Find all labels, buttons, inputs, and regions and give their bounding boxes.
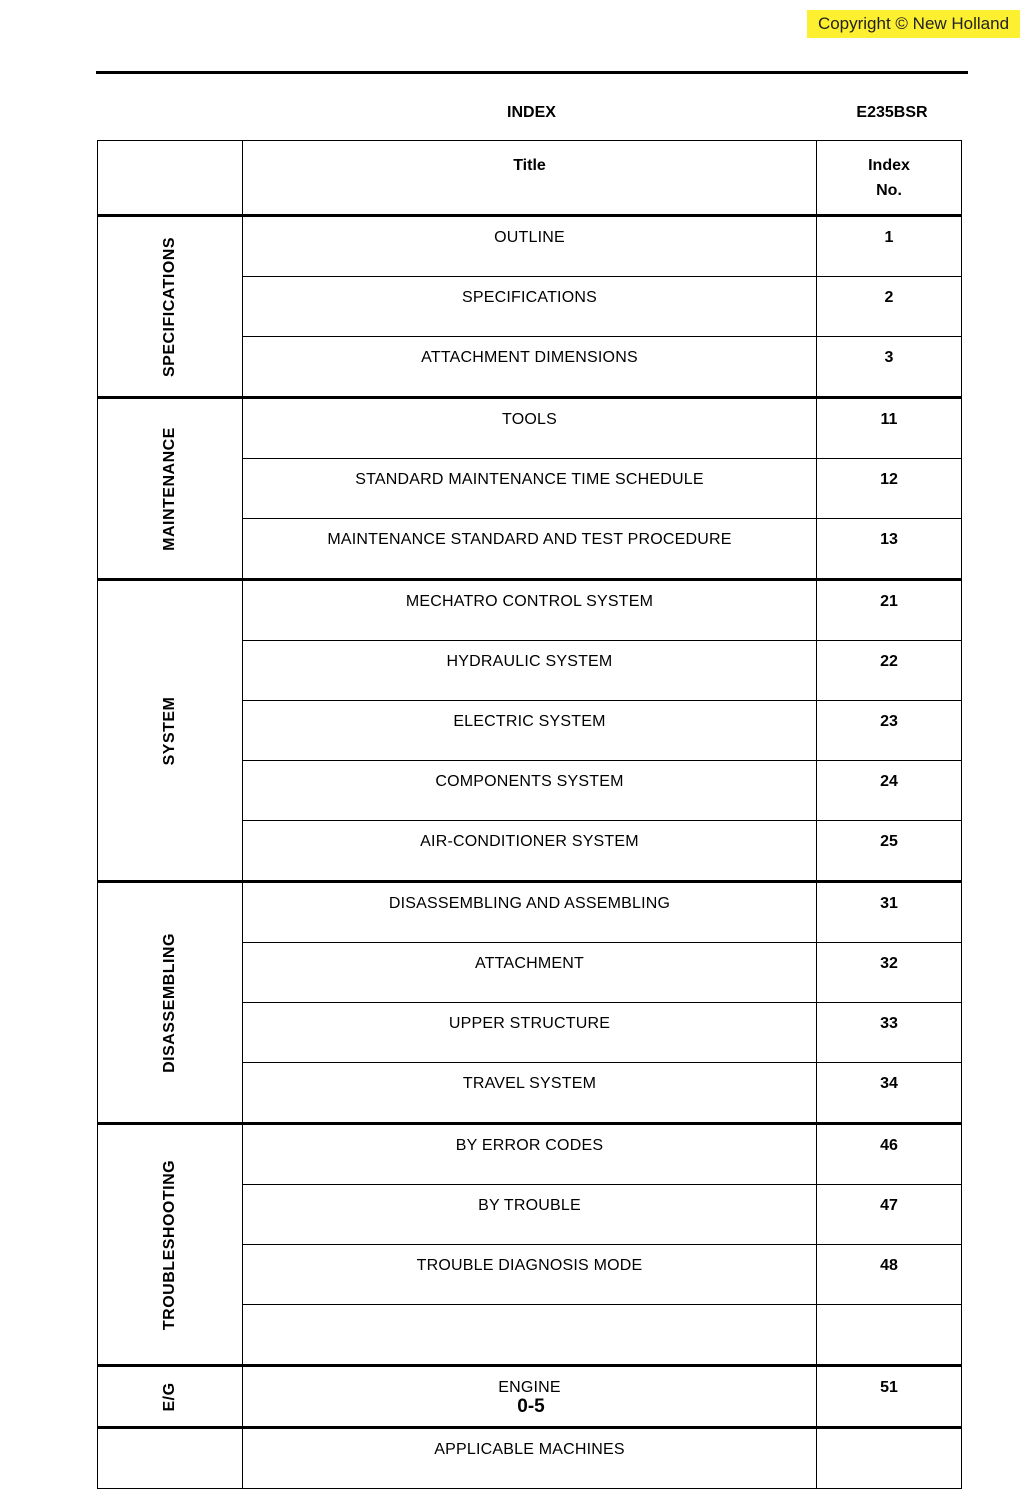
row-index-number: 25 [817, 821, 962, 882]
page-number: 0-5 [517, 1396, 545, 1417]
row-index-number: 13 [817, 519, 962, 580]
row-title: DISASSEMBLING AND ASSEMBLING [243, 882, 817, 943]
row-title: ATTACHMENT [243, 943, 817, 1003]
section-cell [98, 398, 243, 580]
row-index-number: 3 [817, 337, 962, 398]
section-cell [98, 216, 243, 398]
row-title: OUTLINE [243, 216, 817, 277]
section-label: SPECIFICATIONS [161, 236, 178, 377]
section-label: DISASSEMBLING [161, 932, 178, 1073]
table-row [98, 1124, 962, 1185]
section-label: TROUBLESHOOTING [161, 1159, 178, 1330]
index-header-cell [817, 141, 962, 216]
row-title: TROUBLE DIAGNOSIS MODE [243, 1245, 817, 1305]
row-title: ELECTRIC SYSTEM [243, 701, 817, 761]
title-header: Title [513, 157, 546, 174]
row-title: BY ERROR CODES [243, 1124, 817, 1185]
table-row [98, 398, 962, 459]
model-number: E235BSR [856, 104, 928, 121]
row-index-number: 22 [817, 641, 962, 701]
row-index-number: 11 [817, 398, 962, 459]
index-table [97, 140, 962, 1489]
section-label: E/G [161, 1381, 178, 1412]
row-index-number: 1 [817, 216, 962, 277]
section-label: SYSTEM [161, 696, 178, 765]
row-title: SPECIFICATIONS [243, 277, 817, 337]
row-index-number: 24 [817, 761, 962, 821]
row-index-number: 23 [817, 701, 962, 761]
row-index-number: 32 [817, 943, 962, 1003]
copyright-badge: Copyright © New Holland [807, 10, 1020, 38]
row-index-number: 46 [817, 1124, 962, 1185]
row-title: MECHATRO CONTROL SYSTEM [243, 580, 817, 641]
row-title: TOOLS [243, 398, 817, 459]
section-cell [98, 1428, 243, 1489]
row-title: STANDARD MAINTENANCE TIME SCHEDULE [243, 459, 817, 519]
row-title: MAINTENANCE STANDARD AND TEST PROCEDURE [243, 519, 817, 580]
header-rule [96, 71, 968, 74]
row-title: COMPONENTS SYSTEM [243, 761, 817, 821]
row-title: AIR-CONDITIONER SYSTEM [243, 821, 817, 882]
section-cell [98, 1124, 243, 1366]
table-row [98, 580, 962, 641]
row-title: TRAVEL SYSTEM [243, 1063, 817, 1124]
page-title: INDEX [507, 104, 556, 121]
row-index-number: 34 [817, 1063, 962, 1124]
table-row [98, 882, 962, 943]
title-header-cell [243, 141, 817, 216]
row-title [243, 1305, 817, 1366]
section-cell [98, 580, 243, 882]
row-index-number: 51 [817, 1366, 962, 1428]
row-index-number: 2 [817, 277, 962, 337]
row-title: BY TROUBLE [243, 1185, 817, 1245]
row-title: ENGINE [243, 1366, 817, 1428]
row-title: HYDRAULIC SYSTEM [243, 641, 817, 701]
section-header-cell [98, 141, 243, 216]
row-title: ATTACHMENT DIMENSIONS [243, 337, 817, 398]
row-index-number: 31 [817, 882, 962, 943]
table-header-row [98, 141, 962, 216]
table-row [98, 1428, 962, 1489]
table-row [98, 216, 962, 277]
row-index-number: 21 [817, 580, 962, 641]
index-header-line1: Index [868, 157, 910, 174]
row-title: UPPER STRUCTURE [243, 1003, 817, 1063]
row-index-number [817, 1428, 962, 1489]
row-index-number [817, 1305, 962, 1366]
index-header-line2: No. [876, 182, 902, 199]
row-index-number: 48 [817, 1245, 962, 1305]
section-label: MAINTENANCE [161, 426, 178, 551]
row-title: APPLICABLE MACHINES [243, 1428, 817, 1489]
index-header [817, 141, 961, 203]
section-cell [98, 882, 243, 1124]
row-index-number: 12 [817, 459, 962, 519]
row-index-number: 47 [817, 1185, 962, 1245]
row-index-number: 33 [817, 1003, 962, 1063]
